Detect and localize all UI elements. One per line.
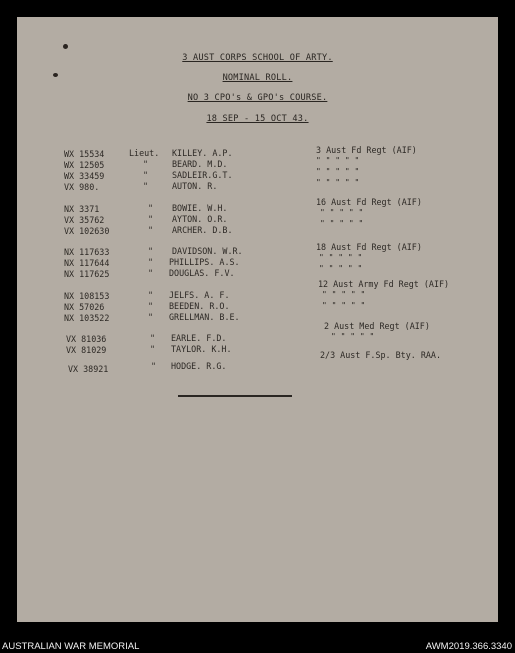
person-name: EARLE. F.D.: [171, 333, 227, 343]
ditto-marks: " " " " ": [316, 156, 360, 165]
ditto-marks: " " " " ": [331, 332, 375, 341]
service-number: NX 117633: [64, 247, 110, 257]
person-name: DAVIDSON. W.R.: [172, 246, 243, 256]
rank: ": [148, 203, 154, 213]
unit-name: 16 Aust Fd Regt (AIF): [316, 197, 422, 207]
rank: ": [150, 333, 156, 343]
course-dates: 18 SEP - 15 OCT 43.: [206, 114, 309, 124]
rank: ": [148, 290, 154, 300]
rank: ": [148, 301, 154, 311]
rank: ": [151, 361, 157, 371]
person-name: SADLEIR.G.T.: [172, 170, 233, 180]
person-name: TAYLOR. K.H.: [171, 344, 232, 354]
unit-name: 3 Aust Fd Regt (AIF): [316, 145, 417, 155]
person-name: DOUGLAS. F.V.: [169, 268, 235, 278]
service-number: NX 108153: [64, 291, 110, 301]
person-name: BOWIE. W.H.: [172, 203, 228, 213]
rank: ": [148, 225, 154, 235]
person-name: JELFS. A. F.: [169, 290, 230, 300]
rank: ": [143, 181, 149, 191]
rank: ": [143, 170, 149, 180]
unit-name: 18 Aust Fd Regt (AIF): [316, 242, 422, 252]
ditto-marks: " " " " ": [320, 219, 364, 228]
rank: ": [148, 257, 154, 267]
rank: ": [148, 246, 154, 256]
rank: ": [148, 268, 154, 278]
service-number: WX 12505: [64, 160, 105, 170]
archive-source: AUSTRALIAN WAR MEMORIAL: [2, 641, 140, 652]
person-name: ARCHER. D.B.: [172, 225, 233, 235]
service-number: VX 38921: [68, 364, 109, 374]
school-title: 3 AUST CORPS SCHOOL OF ARTY.: [182, 53, 333, 63]
closing-rule: [178, 395, 292, 397]
service-number: NX 117644: [64, 258, 110, 268]
rank: ": [148, 312, 154, 322]
service-number: NX 57026: [64, 302, 105, 312]
course-title: NO 3 CPO's & GPO's COURSE.: [187, 93, 328, 103]
ditto-marks: " " " " ": [322, 290, 366, 299]
rank: ": [150, 344, 156, 354]
ditto-marks: " " " " ": [319, 264, 363, 273]
person-name: HODGE. R.G.: [171, 361, 227, 371]
archive-reference: AWM2019.366.3340: [425, 641, 512, 652]
person-name: PHILLIPS. A.S.: [169, 257, 240, 267]
service-number: NX 117625: [64, 269, 110, 279]
person-name: BEEDEN. R.O.: [169, 301, 230, 311]
person-name: BEARD. M.D.: [172, 159, 228, 169]
service-number: VX 35762: [64, 215, 105, 225]
rank: ": [143, 159, 149, 169]
service-number: NX 3371: [64, 204, 100, 214]
roll-title: NOMINAL ROLL.: [222, 73, 293, 83]
service-number: VX 81029: [66, 345, 107, 355]
service-number: VX 102630: [64, 226, 110, 236]
unit-name: 2 Aust Med Regt (AIF): [324, 321, 430, 331]
person-name: GRELLMAN. B.E.: [169, 312, 240, 322]
unit-name: 12 Aust Army Fd Regt (AIF): [318, 279, 450, 289]
service-number: VX 980.: [64, 182, 100, 192]
ditto-marks: " " " " ": [316, 178, 360, 187]
ditto-marks: " " " " ": [322, 301, 366, 310]
service-number: WX 15534: [64, 149, 105, 159]
stain-mark: [63, 44, 68, 49]
unit-name: 2/3 Aust F.Sp. Bty. RAA.: [320, 350, 442, 360]
ditto-marks: " " " " ": [319, 253, 363, 262]
rank: ": [148, 214, 154, 224]
person-name: AYTON. O.R.: [172, 214, 228, 224]
person-name: KILLEY. A.P.: [172, 148, 233, 158]
ditto-marks: " " " " ": [316, 167, 360, 176]
person-name: AUTON. R.: [172, 181, 218, 191]
document-page: [17, 17, 498, 622]
service-number: NX 103522: [64, 313, 110, 323]
ditto-marks: " " " " ": [320, 208, 364, 217]
service-number: VX 81036: [66, 334, 107, 344]
rank: Lieut.: [129, 148, 160, 158]
service-number: WX 33459: [64, 171, 105, 181]
